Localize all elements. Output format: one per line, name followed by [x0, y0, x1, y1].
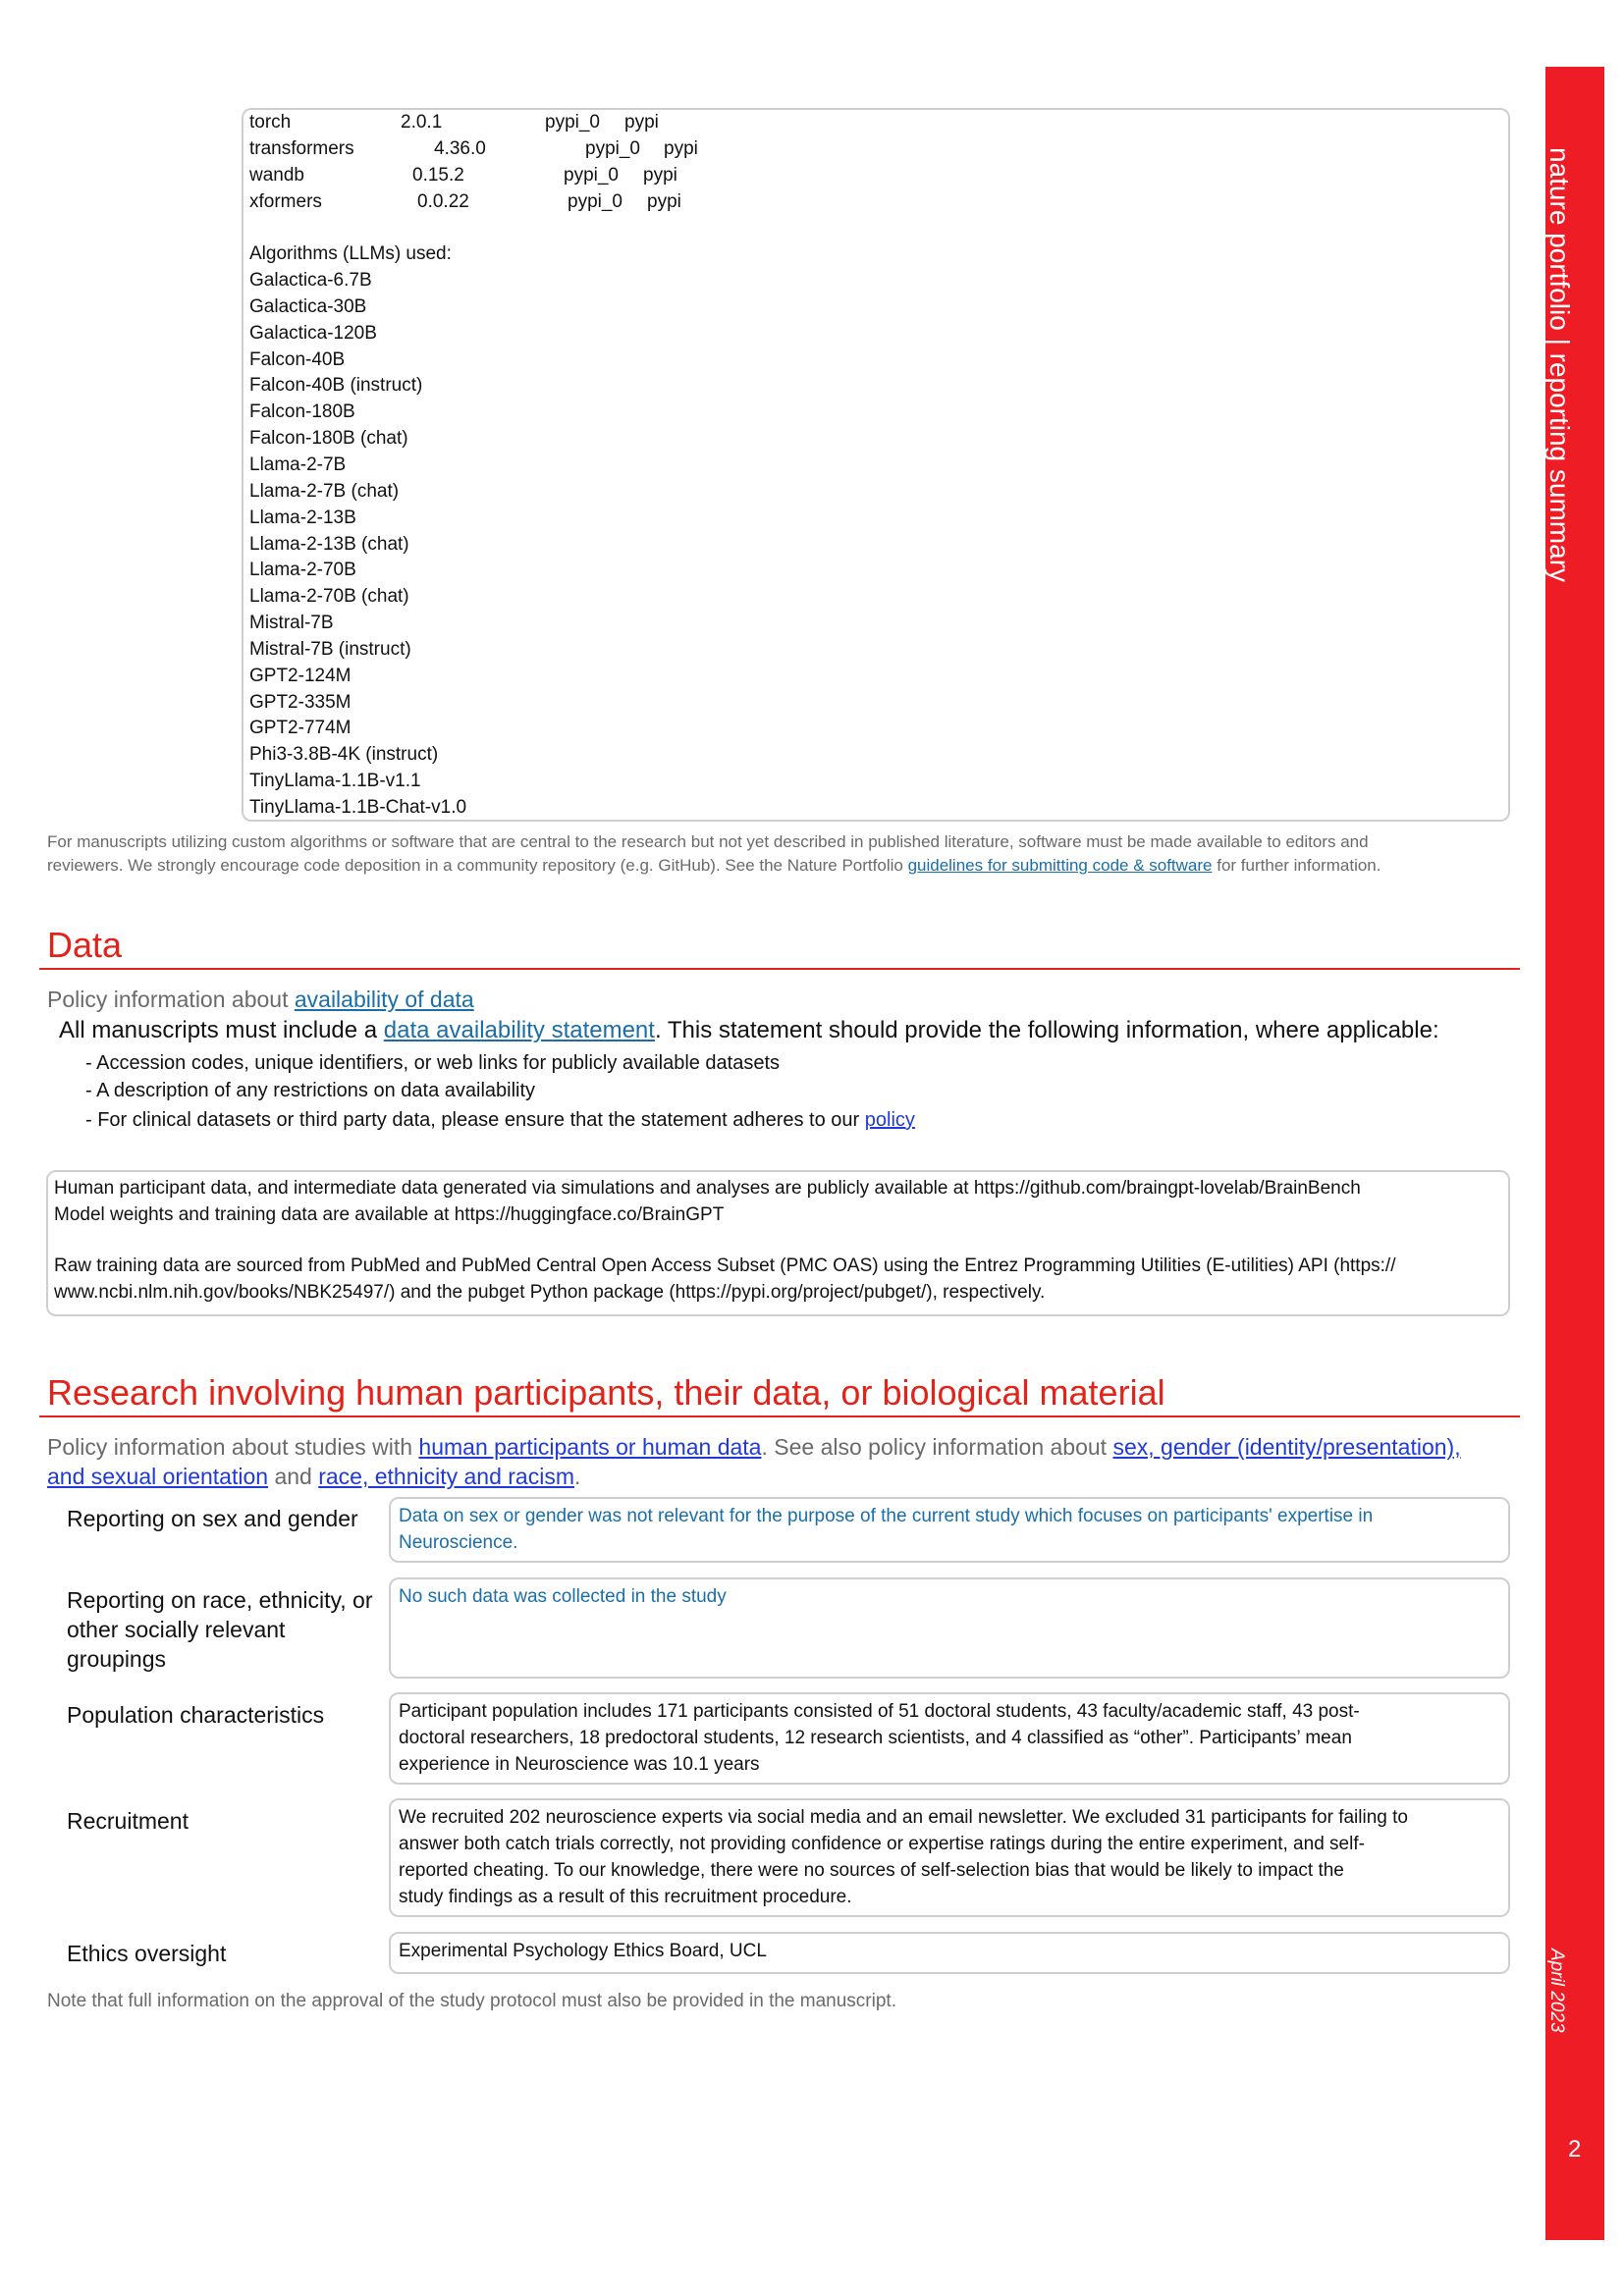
algorithm-item: Falcon-40B (instruct)	[249, 375, 423, 397]
package-version: 0.0.22	[417, 190, 469, 212]
data-section-title: Data	[47, 925, 123, 965]
package-row	[249, 136, 1502, 163]
package-version: 4.36.0	[434, 137, 486, 159]
sex-gender-text: Data on sex or gender was not relevant for the purpose of the current study which focuses on participants' expertise in	[399, 1506, 1374, 1526]
race-ethnicity-box	[389, 1577, 1510, 1679]
algorithm-item: TinyLlama-1.1B-v1.1	[249, 771, 421, 792]
algorithm-item: Llama-2-13B	[249, 507, 356, 528]
algorithm-item: GPT2-124M	[249, 665, 352, 686]
data-section-rule	[39, 968, 1520, 970]
availability-of-data-link[interactable]: availability of data	[294, 987, 474, 1012]
row-label-sex-gender: Reporting on sex and gender	[67, 1506, 358, 1531]
package-name: xformers	[249, 190, 322, 212]
sex-gender-text: Neuroscience.	[399, 1532, 518, 1553]
data-statement-box	[46, 1170, 1510, 1316]
data-statement-line: Model weights and training data are available at https://huggingface.co/BrainGPT	[54, 1204, 725, 1225]
recruitment-text: We recruited 202 neuroscience experts via social media and an email newsletter. We excluded 31 participants for failing to	[399, 1807, 1408, 1828]
algorithm-item: Galactica-6.7B	[249, 270, 372, 292]
population-text: Participant population includes 171 participants consisted of 51 doctoral students, 43 faculty/academic staff, 43 post-	[399, 1701, 1360, 1722]
algorithm-item: Llama-2-13B (chat)	[249, 533, 409, 555]
data-bullet: - Accession codes, unique identifiers, or web links for publicly available datasets	[85, 1052, 781, 1074]
package-row	[249, 110, 1502, 136]
data-bullet: - For clinical datasets or third party data, please ensure that the statement adheres to our policy	[85, 1109, 915, 1131]
package-build: pypi_0	[545, 112, 600, 133]
human-participants-link[interactable]: human participants or human data	[418, 1434, 762, 1460]
sex-gender-box	[389, 1497, 1510, 1563]
code-guidelines-link[interactable]: guidelines for submitting code & software	[907, 856, 1213, 875]
human-section-title: Research involving human participants, their data, or biological material	[47, 1372, 1165, 1413]
data-availability-statement-link[interactable]: data availability statement	[383, 1017, 655, 1043]
algorithm-item: Falcon-40B	[249, 348, 346, 370]
ethics-text: Experimental Psychology Ethics Board, UCL	[399, 1941, 767, 1961]
package-build: pypi_0	[568, 190, 623, 212]
package-version: 2.0.1	[401, 112, 443, 133]
algorithm-item: GPT2-774M	[249, 718, 352, 739]
algorithm-item: Llama-2-7B	[249, 454, 347, 475]
algorithm-item: Llama-2-7B (chat)	[249, 480, 400, 502]
row-label-ethics: Ethics oversight	[67, 1941, 227, 1966]
algorithms-heading: Algorithms (LLMs) used:	[249, 243, 452, 265]
population-box	[389, 1692, 1510, 1785]
recruitment-text: answer both catch trials correctly, not providing confidence or expertise ratings during the entire experiment, and self-	[399, 1834, 1365, 1854]
data-statement-line: Raw training data are sourced from PubMed and PubMed Central Open Access Subset (PMC OAS) using the Entrez Programming Utilities (E-utilities) API (https://	[54, 1255, 1396, 1276]
package-version: 0.15.2	[412, 164, 464, 186]
algorithm-item: TinyLlama-1.1B-Chat-v1.0	[249, 796, 467, 818]
sex-gender-link[interactable]: sex, gender (identity/presentation),	[1112, 1434, 1461, 1460]
package-build: pypi_0	[585, 137, 640, 159]
data-intro-text: All manuscripts must include a data availability statement. This statement should provide the following information, where applicable:	[59, 1017, 1439, 1043]
package-row	[249, 189, 1502, 216]
race-ethnicity-link[interactable]: race, ethnicity and racism	[318, 1464, 574, 1489]
package-name: torch	[249, 112, 292, 133]
algorithm-item: Phi3-3.8B-4K (instruct)	[249, 744, 439, 766]
recruitment-text: reported cheating. To our knowledge, there were no sources of self-selection bias that would be likely to impact the	[399, 1860, 1344, 1881]
algorithm-item: Galactica-120B	[249, 322, 377, 344]
software-note-line2: reviewers. We strongly encourage code deposition in a community repository (e.g. GitHub). See the Nature Portfolio guidelines for submitting code & software for further information.	[47, 856, 1381, 875]
row-label-recruitment: Recruitment	[67, 1808, 189, 1834]
package-channel: pypi	[624, 112, 659, 133]
algorithm-item: Llama-2-70B (chat)	[249, 586, 409, 608]
sidebar-date: April 2023	[1546, 1949, 1567, 2033]
row-label-population: Population characteristics	[67, 1702, 325, 1728]
population-text: experience in Neuroscience was 10.1 years	[399, 1754, 760, 1775]
sidebar-title: nature portfolio | reporting summary	[1544, 147, 1575, 583]
row-label-race-ethnicity: Reporting on race, ethnicity, or other socially relevant groupings	[67, 1587, 373, 1672]
data-statement-line: www.ncbi.nlm.nih.gov/books/NBK25497/) and the pubget Python package (https://pypi.org/project/pubget/), respectively.	[54, 1282, 1046, 1303]
package-row	[249, 163, 1502, 189]
data-bullet: - A description of any restrictions on data availability	[85, 1080, 536, 1101]
algorithm-item: Mistral-7B (instruct)	[249, 638, 411, 660]
recruitment-text: study findings as a result of this recruitment procedure.	[399, 1887, 852, 1907]
recruitment-box	[389, 1798, 1510, 1917]
algorithm-item: Galactica-30B	[249, 295, 367, 317]
algorithm-item: Mistral-7B	[249, 613, 334, 634]
package-build: pypi_0	[564, 164, 619, 186]
package-channel: pypi	[647, 190, 681, 212]
data-statement-line	[54, 1228, 1502, 1253]
data-policy-text: Policy information about availability of data	[47, 987, 474, 1012]
algorithm-item: GPT2-335M	[249, 691, 352, 713]
algorithm-item: Falcon-180B	[249, 401, 355, 423]
population-text: doctoral researchers, 18 predoctoral students, 12 research scientists, and 4 classified as “other”. Participants’ mean	[399, 1728, 1352, 1748]
package-channel: pypi	[664, 137, 698, 159]
data-statement-line: Human participant data, and intermediate data generated via simulations and analyses are publicly available at https://github.com/braingpt-lovelab/BrainBench	[54, 1178, 1361, 1199]
ethics-box	[389, 1932, 1510, 1974]
package-channel: pypi	[643, 164, 677, 186]
package-name: wandb	[249, 164, 304, 186]
page-number: 2	[1568, 2136, 1582, 2163]
policy-link[interactable]: policy	[864, 1109, 915, 1131]
software-note	[47, 830, 1380, 878]
human-policy-text: Policy information about studies with human participants or human data. See also policy information about sex, gender (identity/presentation), and sexual orientation and race, ethnicity and racism.	[47, 1434, 1461, 1489]
package-name: transformers	[249, 137, 354, 159]
software-note-line1: For manuscripts utilizing custom algorithms or software that are central to the research but not yet described in published literature, software must be made available to editors and	[47, 832, 1369, 851]
algorithm-item: Falcon-180B (chat)	[249, 428, 408, 450]
protocol-note: Note that full information on the approval of the study protocol must also be provided in the manuscript.	[47, 1991, 896, 2011]
algorithm-item: Llama-2-70B	[249, 560, 356, 581]
human-section-rule	[39, 1415, 1520, 1417]
sexual-orientation-link[interactable]: and sexual orientation	[47, 1464, 269, 1489]
race-ethnicity-text: No such data was collected in the study	[399, 1586, 727, 1607]
software-box	[242, 108, 1510, 822]
